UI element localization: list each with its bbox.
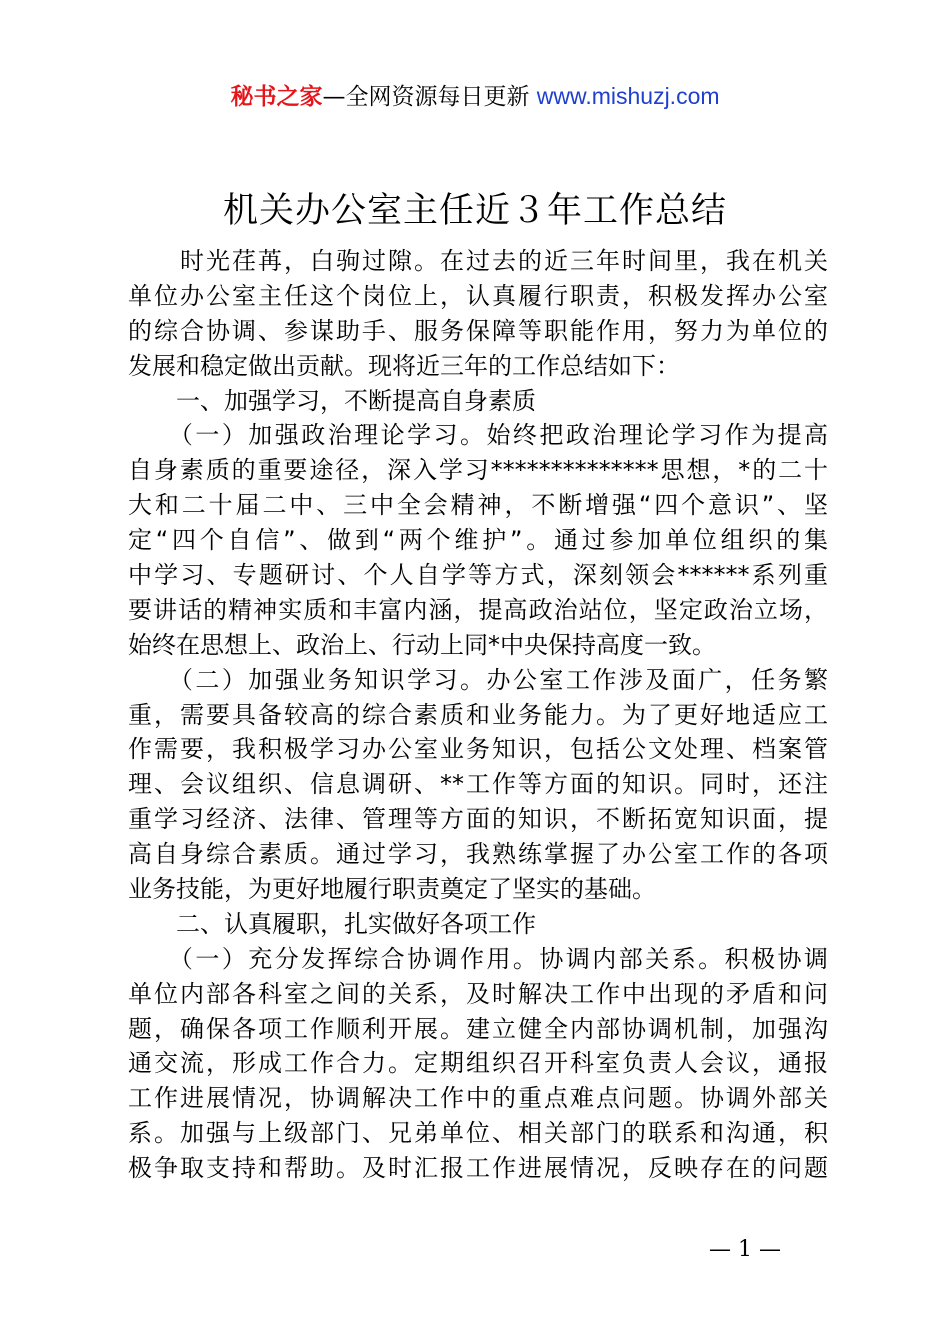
body-line: 通交流，形成工作合力。定期组织召开科室负责人会议，通报 [128, 1049, 828, 1078]
site-banner [0, 80, 950, 113]
body-line: 的综合协调、参谋助手、服务保障等职能作用，努力为单位的 [128, 316, 828, 345]
body-line: （二）加强业务知识学习。办公室工作涉及面广，任务繁 [128, 665, 828, 694]
body-line: （一）加强政治理论学习。始终把政治理论学习作为提高 [128, 421, 828, 450]
body-line: 单位办公室主任这个岗位上，认真履行职责，积极发挥办公室 [128, 281, 828, 310]
body-line: 业务技能，为更好地履行职责奠定了坚实的基础。 [128, 875, 656, 904]
site-slogan: —全网资源每日更新 [322, 84, 537, 110]
body-line: （一）充分发挥综合协调作用。协调内部关系。积极协调 [128, 944, 828, 973]
document-title: 机关办公室主任近３年工作总结 [222, 191, 727, 231]
site-url-link[interactable]: www.mishuzj.com [536, 83, 720, 109]
body-line: 作需要，我积极学习办公室业务知识，包括公文处理、档案管 [128, 735, 828, 764]
body-line: 系。加强与上级部门、兄弟单位、相关部门的联系和沟通，积 [128, 1119, 828, 1148]
body-line: 题，确保各项工作顺利开展。建立健全内部协调机制，加强沟 [128, 1014, 828, 1043]
body-line: 高自身综合素质。通过学习，我熟练掌握了办公室工作的各项 [128, 840, 828, 869]
body-line: 工作进展情况，协调解决工作中的重点难点问题。协调外部关 [128, 1084, 828, 1113]
body-line: 理、会议组织、信息调研、**工作等方面的知识。同时，还注 [128, 770, 828, 799]
body-line: 要讲话的精神实质和丰富内涵，提高政治站位，坚定政治立场， [128, 595, 828, 624]
body-line: 定“四个自信”、做到“两个维护”。通过参加单位组织的集 [128, 526, 828, 555]
body-line: 始终在思想上、政治上、行动上同*中央保持高度一致。 [128, 630, 716, 659]
body-line: 极争取支持和帮助。及时汇报工作进展情况，反映存在的问题 [128, 1154, 828, 1183]
body-line: 中学习、专题研讨、个人自学等方式，深刻领会******系列重 [128, 561, 828, 590]
body-line: 重学习经济、法律、管理等方面的知识，不断拓宽知识面，提 [128, 805, 828, 834]
body-line: 自身素质的重要途径，深入学习**************思想，*的二十 [128, 456, 828, 485]
body-line: 单位内部各科室之间的关系，及时解决工作中出现的矛盾和问 [128, 979, 828, 1008]
body-line: 大和二十届二中、三中全会精神，不断增强“四个意识”、坚 [128, 491, 828, 520]
site-brand: 秘书之家 [230, 84, 323, 110]
body-line: 二、认真履职，扎实做好各项工作 [128, 909, 536, 938]
body-line: 一、加强学习，不断提高自身素质 [128, 386, 536, 415]
document-body [128, 244, 828, 1186]
body-line: 时光荏苒，白驹过隙。在过去的近三年时间里，我在机关 [128, 247, 828, 275]
body-line: 重，需要具备较高的综合素质和业务能力。为了更好地适应工 [128, 700, 828, 729]
page-number: — 1 — [709, 1237, 781, 1262]
body-line: 发展和稳定做出贡献。现将近三年的工作总结如下： [128, 351, 680, 380]
